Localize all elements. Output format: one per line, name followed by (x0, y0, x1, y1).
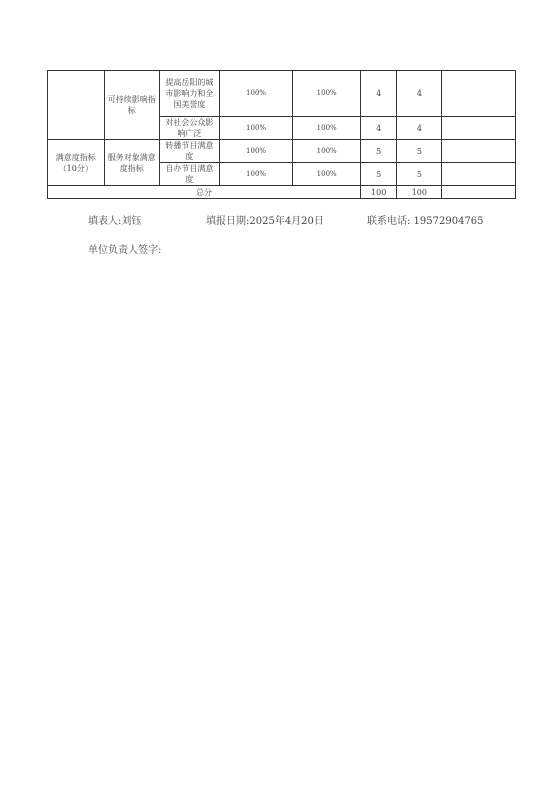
remark-cell (442, 117, 516, 140)
score-cell: 4 (397, 71, 442, 117)
total-row (48, 186, 516, 199)
target-cell: 100% (219, 117, 292, 140)
weight-cell: 4 (361, 117, 397, 140)
weight-cell: 5 (361, 163, 397, 186)
total-weight: 100 (361, 186, 397, 199)
actual-cell: 100% (293, 163, 361, 186)
table-row (48, 140, 516, 163)
subcategory-cell: 可持续影响指标 (104, 71, 159, 140)
total-label: 总分 (48, 186, 361, 199)
remark-cell (442, 163, 516, 186)
indicator-cell: 自办节目满意度 (159, 163, 219, 186)
actual-cell: 100% (293, 117, 361, 140)
remark-cell (442, 186, 516, 199)
actual-cell: 100% (293, 140, 361, 163)
total-score: 100 (397, 186, 442, 199)
fill-date: 填报日期:2025年4月20日 (206, 216, 324, 227)
weight-cell: 5 (361, 140, 397, 163)
category-cell: 满意度指标（10分） (48, 140, 105, 186)
filler-name: 填表人:刘钰 (88, 216, 142, 227)
subcategory-cell: 服务对象满意度指标 (104, 140, 159, 186)
table-row (48, 71, 516, 117)
contact-phone: 联系电话: 19572904765 (367, 216, 484, 227)
score-cell: 5 (397, 163, 442, 186)
target-cell: 100% (219, 71, 292, 117)
remark-cell (442, 140, 516, 163)
performance-table (47, 70, 516, 199)
weight-cell: 4 (361, 71, 397, 117)
category-cell (48, 71, 105, 140)
score-cell: 4 (397, 117, 442, 140)
target-cell: 100% (219, 163, 292, 186)
target-cell: 100% (219, 140, 292, 163)
signature-label: 单位负责人签字: (88, 245, 162, 256)
actual-cell: 100% (293, 71, 361, 117)
indicator-cell: 对社会公众影响广泛 (159, 117, 219, 140)
indicator-cell: 提高岳阳的城市影响力和全国美誉度 (159, 71, 219, 117)
remark-cell (442, 71, 516, 117)
indicator-cell: 转播节目满意度 (159, 140, 219, 163)
score-cell: 5 (397, 140, 442, 163)
